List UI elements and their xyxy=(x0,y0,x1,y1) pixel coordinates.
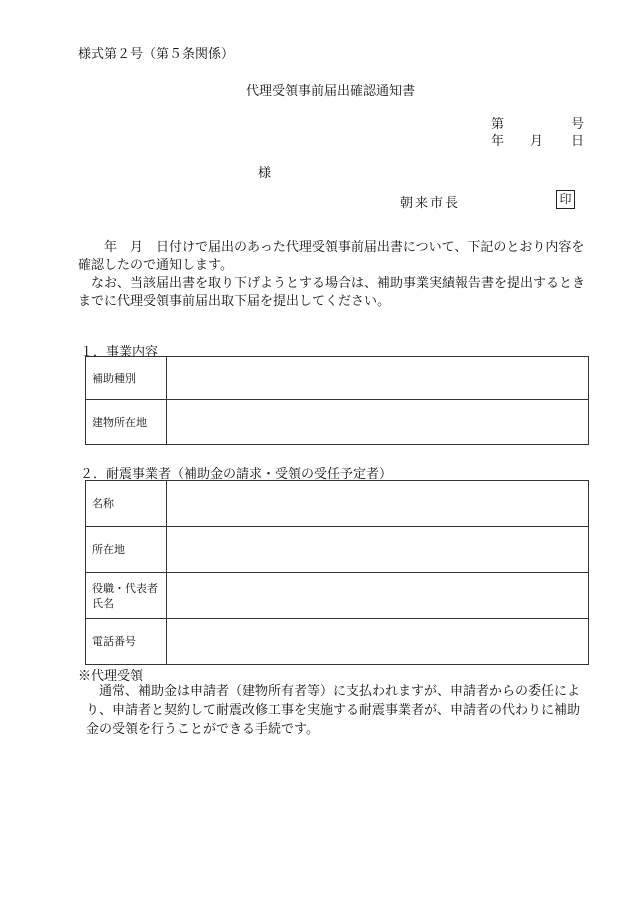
table-row xyxy=(86,619,589,665)
section1-heading: １．事業内容 xyxy=(80,345,159,360)
row-label: 役職・代表者氏名 xyxy=(86,573,167,619)
seal-stamp: 印 xyxy=(556,190,575,209)
phone-number-field[interactable] xyxy=(167,619,589,665)
contractor-name-field[interactable] xyxy=(167,481,589,527)
issuer-name: 朝来市長 xyxy=(400,196,461,211)
building-location-field[interactable] xyxy=(167,400,589,445)
table-row xyxy=(86,357,589,400)
date-year: 年 xyxy=(491,134,505,149)
document-title: 代理受領事前届出確認通知書 xyxy=(246,84,416,99)
table-row xyxy=(86,573,589,619)
table-row xyxy=(86,527,589,573)
note-text: 通常、補助金は申請者（建物所有者等）に支払われますが、申請者からの委任により、申請者と契約して耐震改修工事を実施する耐震事業者が、申請者の代わりに補助金の受領を行うことができる手続です。 xyxy=(86,684,581,737)
representative-field[interactable] xyxy=(167,573,589,619)
row-label: 建物所在地 xyxy=(86,400,167,445)
business-content-table xyxy=(85,356,589,445)
number-suffix: 号 xyxy=(571,117,585,132)
row-label: 名称 xyxy=(86,481,167,527)
row-label: 所在地 xyxy=(86,527,167,573)
body-paragraph-1: 年 月 日付けで届出のあった代理受領事前届出書について、下記のとおり内容を確認したので通知します。 xyxy=(78,240,585,273)
table-row xyxy=(86,400,589,445)
date-month: 月 xyxy=(530,134,544,149)
date-day: 日 xyxy=(571,134,585,149)
subsidy-type-field[interactable] xyxy=(167,357,589,400)
form-id: 様式第２号（第５条関係） xyxy=(78,47,235,62)
row-label: 補助種別 xyxy=(86,357,167,400)
addressee-honorific: 様 xyxy=(258,166,272,181)
note-heading: ※代理受領 xyxy=(78,669,144,684)
number-prefix: 第 xyxy=(491,117,505,132)
body-paragraph-2: なお、当該届出書を取り下げようとする場合は、補助事業実績報告書を提出するときまでに代理受領事前届出取下届を提出してください。 xyxy=(78,276,586,309)
contractor-table xyxy=(85,480,589,665)
contractor-address-field[interactable] xyxy=(167,527,589,573)
table-row xyxy=(86,481,589,527)
row-label: 電話番号 xyxy=(86,619,167,665)
section2-heading: ２．耐震事業者（補助金の請求・受領の受任予定者） xyxy=(80,467,393,482)
